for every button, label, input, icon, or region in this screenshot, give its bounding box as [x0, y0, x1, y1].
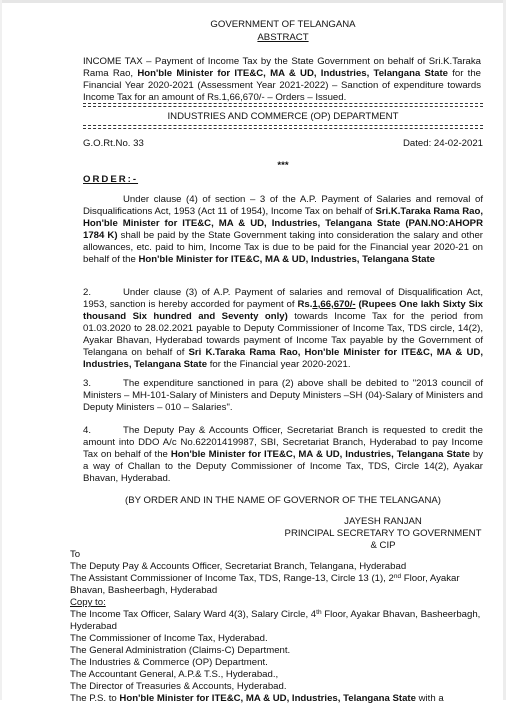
p3-number: 3.	[83, 378, 92, 389]
p4-text-1: The Deputy Pay & Accounts Officer, Secretariat Branch is requested to credit the amount into DDO A/c No.62201419987, SBI, Secretariat Branch, Hyderabad to pay Income Tax on behalf of the	[83, 425, 483, 460]
by-order-line: (BY ORDER AND IN THE NAME OF GOVERNOR OF THE TELANGANA)	[125, 495, 441, 506]
p4-bold-1: Hon'ble Minister for ITE&C, MA & UD, Industries, Telangana State	[170, 448, 470, 460]
recipient-2	[70, 573, 488, 597]
copy-5: The Accountant General, A.P.& T.S., Hyderabad.,	[70, 668, 279, 680]
viewer-top-edge	[0, 0, 506, 3]
copy-1-text-b: Floor, Ayakar Bhavan, Basheerbagh, Hyderabad	[70, 608, 481, 632]
go-number-row	[83, 138, 483, 150]
copy-6: The Director of Treasuries & Accounts, Hyderabad.	[70, 680, 287, 692]
p2-bold-words: (Rupees One lakh Sixty Six thousand Six hundred and Seventy only)	[83, 298, 483, 322]
order-paragraph-1	[83, 194, 483, 266]
recipient-2-text: The Assistant Commissioner of Income Tax, TDS, Range-13, Circle 13 (1), 2	[70, 572, 394, 584]
p1-text-1: Under clause (4) of section – 3 of the A.P. Payment of Salaries and removal of Disqualifications Act, 1953 (Act 11 of 1954), Income Tax on behalf of	[83, 194, 483, 217]
p2-bold-rs: Rs.	[297, 298, 313, 310]
signature-block	[283, 516, 483, 552]
copy-1-text: The Income Tax Officer, Salary Ward 4(3), Salary Circle, 4	[70, 608, 317, 620]
separator-top	[83, 103, 483, 104]
department-name: INDUSTRIES AND COMMERCE (OP) DEPARTMENT	[167, 111, 399, 122]
viewer-left-edge	[0, 0, 2, 700]
recipient-2-sup: nd	[393, 572, 402, 580]
recipient-2-text-b: Floor, Ayakar Bhavan, Basheerbagh, Hyderabad	[70, 572, 460, 596]
p2-bold-2: Sri K.Taraka Rama Rao, Hon'ble Minister for ITE&C, MA & UD, Industries, Telangana State	[83, 346, 483, 370]
order-paragraph-4	[83, 425, 483, 485]
copy-1	[70, 609, 488, 633]
subject-text-1: INCOME TAX – Payment of Income Tax by the State Government on behalf of Sri.K.Taraka Rama Rao,	[83, 56, 481, 79]
abstract-heading: ABSTRACT	[257, 32, 309, 43]
copy-7-tail: with a	[415, 692, 444, 704]
p4-text-2: by a way of Challan to the Deputy Commissioner of Income Tax, TDS, Circle 14(2), Ayakar Bhavan, Hyderabad.	[83, 448, 483, 484]
copy-7	[70, 693, 488, 705]
p3-text: The expenditure sanctioned in para (2) above shall be debited to "2013 council of Ministers – MH-101-Salary of Ministers and Deputy Ministers –SH (04)-Salary of Ministers and Deputy Ministers – 010 – Salaries".	[83, 378, 483, 413]
p4-number: 4.	[83, 425, 92, 436]
copy-2: The Commissioner of Income Tax, Hyderabad.	[70, 632, 268, 644]
p2-text-3: for the Financial year 2020-2021.	[207, 358, 351, 370]
p1-text-2: shall be paid by the State Government taking into consideration the salary and other allowances, etc. paid to him, Income Tax is due to be paid for the Financial year 2020-21 on behalf of the	[83, 229, 483, 265]
signatory-name: JAYESH RANJAN	[344, 516, 422, 527]
p2-number: 2.	[83, 287, 92, 298]
to-label: To	[70, 549, 81, 560]
order-heading: ORDER:-	[83, 174, 139, 185]
copy-1-sup: th	[316, 608, 322, 616]
signatory-designation: PRINCIPAL SECRETARY TO GOVERNMENT & CIP	[284, 527, 482, 551]
order-paragraph-2	[83, 287, 483, 371]
distribution-list	[70, 549, 488, 705]
p1-bold-2: Hon'ble Minister for ITE&C, MA & UD, Industries, Telangana State	[138, 253, 436, 265]
go-number: G.O.Rt.No. 33	[83, 138, 144, 149]
copy-3: The General Administration (Claims-C) Department.	[70, 644, 291, 656]
p1-bold-1: Sri.K.Taraka Rama Rao, Hon'ble Minister for ITE&C, MA & UD, Industries, Telangana State (PAN.NO:AHOPR 1784 K)	[83, 205, 483, 241]
order-paragraph-3	[83, 378, 483, 414]
p2-text-1: Under clause (3) of A.P. Payment of salaries and removal of Disqualification Act, 1953, sanction is hereby accorded for payment of	[83, 287, 483, 310]
stars-divider: ***	[277, 160, 289, 171]
go-date: Dated: 24-02-2021	[402, 138, 483, 149]
separator-bottom	[83, 125, 483, 126]
subject-text-2: for the Financial Year 2020-2021 (Assessment Year 2021-2022) – Sanction of expenditure towards Income Tax for an amount of Rs.1,66,670/- – Orders – Issued.	[83, 67, 481, 103]
separator-bottom-2	[83, 128, 483, 129]
p2-bold-amount: 1,66,670/-	[312, 298, 356, 310]
government-title: GOVERNMENT OF TELANGANA	[210, 19, 356, 30]
copy-to-label: Copy to:	[70, 596, 106, 608]
recipient-1: The Deputy Pay & Accounts Officer, Secretariat Branch, Telangana, Hyderabad	[70, 560, 407, 572]
subject-paragraph	[83, 56, 481, 104]
copy-7-bold: Hon'ble Minister for ITE&C, MA & UD, Industries, Telangana State	[119, 692, 416, 704]
subject-text-bold: Hon'ble Minister for ITE&C, MA & UD, Industries, Telangana State	[137, 67, 448, 79]
copy-4: The Industries & Commerce (OP) Department.	[70, 656, 268, 668]
separator-top-2	[83, 106, 483, 107]
p2-text-2: towards Income Tax for the period from 01.03.2020 to 28.02.2021 payable to Deputy Commissioner of Income Tax, TDS circle, 14(2), Ayakar Bhavan, Hyderabad towards payment of Income Tax payable by the Government of Telangana on behalf of	[83, 310, 483, 358]
copy-7-text: The P.S. to	[70, 692, 120, 704]
